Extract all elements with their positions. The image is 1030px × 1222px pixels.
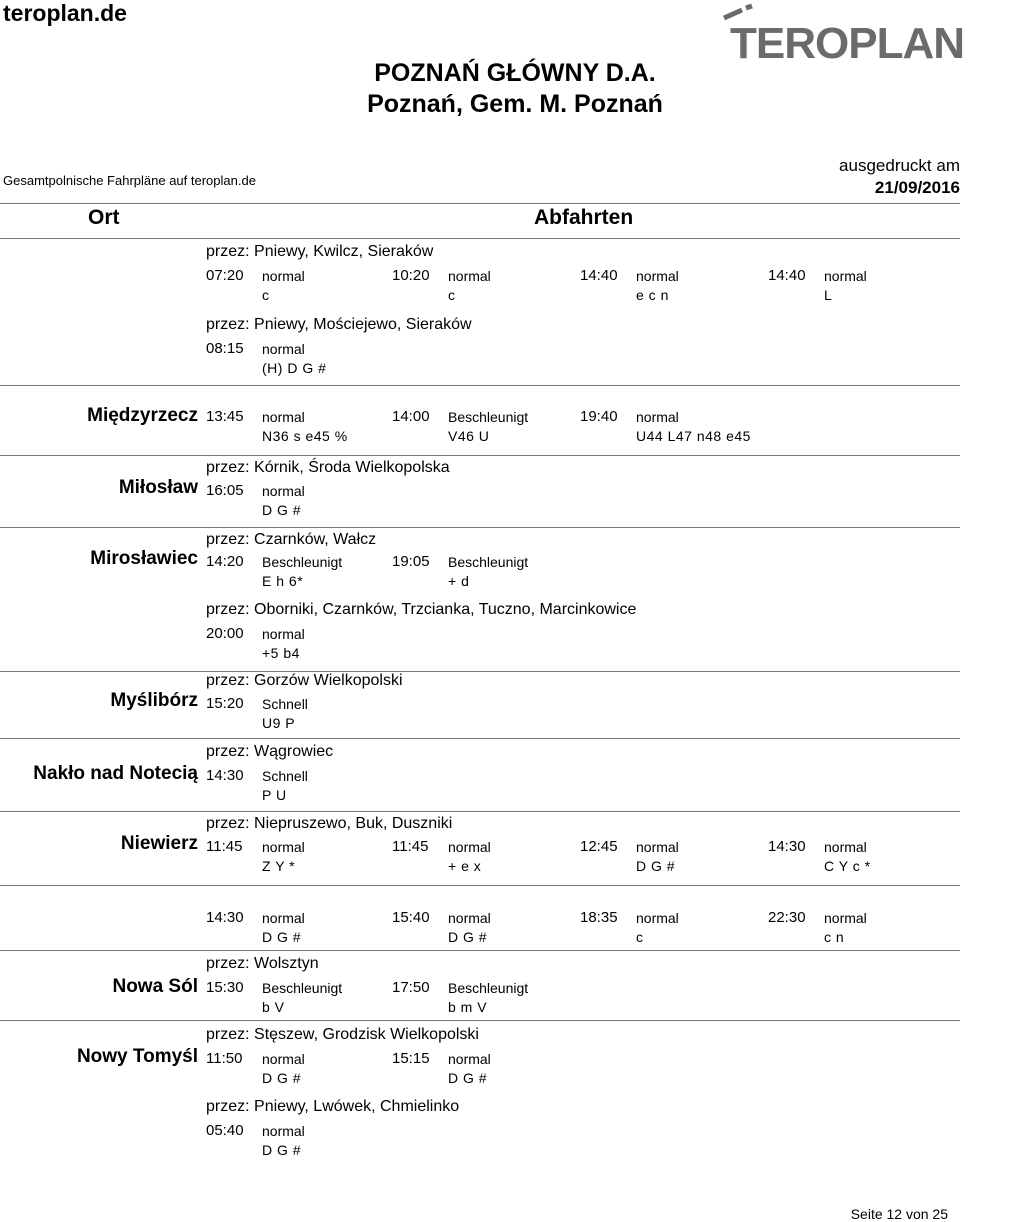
row-divider xyxy=(0,1020,960,1021)
departure-time: 19:05 xyxy=(392,553,430,570)
departure-time: 16:05 xyxy=(206,482,244,499)
departure-time: 05:40 xyxy=(206,1122,244,1139)
departure-time: 10:20 xyxy=(392,267,430,284)
departure-notes: c xyxy=(448,287,456,303)
departure-time: 20:00 xyxy=(206,625,244,642)
column-header-ort: Ort xyxy=(88,206,120,229)
departure-notes: E h 6* xyxy=(262,573,304,589)
printed-date: 21/09/2016 xyxy=(874,178,960,197)
departure-notes: P U xyxy=(262,787,287,803)
train-type: Beschleunigt xyxy=(262,980,343,996)
departure-time: 17:50 xyxy=(392,979,430,996)
route-via: przez: Pniewy, Kwilcz, Sieraków xyxy=(206,243,434,260)
route-via: przez: Wolsztyn xyxy=(206,955,319,972)
row-divider xyxy=(0,950,960,951)
table-header xyxy=(0,203,960,239)
train-type: normal xyxy=(448,839,491,855)
departure-time: 14:30 xyxy=(206,767,244,784)
departure-time: 15:40 xyxy=(392,909,430,926)
departure-notes: (H) D G # xyxy=(262,360,327,376)
departure-notes: e c n xyxy=(636,287,669,303)
departure-notes: C Y c * xyxy=(824,858,871,874)
row-divider xyxy=(0,385,960,386)
train-type: normal xyxy=(824,839,867,855)
train-type: normal xyxy=(636,910,679,926)
train-type: normal xyxy=(448,910,491,926)
route-via: przez: Oborniki, Czarnków, Trzcianka, Tuczno, Marcinkowice xyxy=(206,601,637,618)
printed-label: ausgedruckt am xyxy=(839,156,960,175)
train-type: normal xyxy=(262,341,305,357)
departure-time: 14:40 xyxy=(768,267,806,284)
place-name: Nowy Tomyśl xyxy=(76,1046,198,1067)
train-type: normal xyxy=(448,268,491,284)
train-type: Beschleunigt xyxy=(448,980,529,996)
station-name: POZNAŃ GŁÓWNY D.A. xyxy=(374,59,656,87)
departure-time: 15:15 xyxy=(392,1050,430,1067)
departure-time: 13:45 xyxy=(206,408,244,425)
departure-notes: L xyxy=(824,287,833,303)
train-type: Schnell xyxy=(262,696,308,712)
departure-time: 14:30 xyxy=(206,909,244,926)
departure-time: 07:20 xyxy=(206,267,244,284)
departure-notes: D G # xyxy=(262,502,302,518)
departure-time: 15:30 xyxy=(206,979,244,996)
departure-notes: c xyxy=(636,929,644,945)
departure-notes: D G # xyxy=(448,1070,488,1086)
departure-notes: D G # xyxy=(636,858,676,874)
place-name: Niewierz xyxy=(120,833,198,854)
departure-time: 18:35 xyxy=(580,909,618,926)
departure-notes: V46 U xyxy=(448,428,490,444)
station-location: Poznań, Gem. M. Poznań xyxy=(367,90,663,118)
departure-notes: U44 L47 n48 e45 xyxy=(636,428,751,444)
train-type: normal xyxy=(262,1051,305,1067)
row-divider xyxy=(0,671,960,672)
place-name: Myślibórz xyxy=(110,690,198,711)
departure-notes: b m V xyxy=(448,999,488,1015)
departure-notes: Z Y * xyxy=(262,858,296,874)
route-via: przez: Czarnków, Wałcz xyxy=(206,531,377,548)
train-type: normal xyxy=(262,268,305,284)
train-type: normal xyxy=(262,409,305,425)
departure-notes: N36 s e45 % xyxy=(262,428,348,444)
departure-notes: D G # xyxy=(448,929,488,945)
row-divider xyxy=(0,455,960,456)
departure-time: 11:45 xyxy=(392,838,429,855)
departure-time: 11:45 xyxy=(206,838,243,855)
departure-time: 19:40 xyxy=(580,408,618,425)
train-type: normal xyxy=(824,910,867,926)
route-via: przez: Pniewy, Lwówek, Chmielinko xyxy=(206,1098,460,1115)
subtitle: Gesamtpolnische Fahrpläne auf teroplan.de xyxy=(3,173,256,188)
train-type: normal xyxy=(262,483,305,499)
train-type: normal xyxy=(636,268,679,284)
row-divider xyxy=(0,811,960,812)
departure-notes: + e x xyxy=(448,858,482,874)
departure-notes: c xyxy=(262,287,270,303)
train-type: normal xyxy=(262,910,305,926)
train-type: normal xyxy=(262,839,305,855)
departure-time: 14:40 xyxy=(580,267,618,284)
place-name: Mirosławiec xyxy=(90,548,198,569)
place-name: Nowa Sól xyxy=(112,976,198,997)
column-header-abfahrten: Abfahrten xyxy=(534,206,634,229)
departure-notes: b V xyxy=(262,999,285,1015)
departure-time: 14:30 xyxy=(768,838,806,855)
train-type: normal xyxy=(262,1123,305,1139)
departure-notes: U9 P xyxy=(262,715,296,731)
train-type: normal xyxy=(824,268,867,284)
departure-time: 14:20 xyxy=(206,553,244,570)
departure-time: 22:30 xyxy=(768,909,806,926)
departure-notes: + d xyxy=(448,573,470,589)
train-type: normal xyxy=(448,1051,491,1067)
train-type: Beschleunigt xyxy=(448,554,529,570)
route-via: przez: Niepruszewo, Buk, Duszniki xyxy=(206,815,453,832)
departure-time: 08:15 xyxy=(206,340,244,357)
page-number: Seite 12 von 25 xyxy=(850,1206,948,1222)
site-name: teroplan.de xyxy=(3,0,127,26)
logo-text: TEROPLAN xyxy=(730,19,964,68)
departure-time: 12:45 xyxy=(580,838,618,855)
train-type: normal xyxy=(636,409,679,425)
route-via: przez: Kórnik, Środa Wielkopolska xyxy=(206,459,450,476)
train-type: normal xyxy=(636,839,679,855)
departure-time: 11:50 xyxy=(206,1050,243,1067)
row-divider xyxy=(0,885,960,886)
row-divider xyxy=(0,738,960,739)
departure-time: 15:20 xyxy=(206,695,244,712)
train-type: normal xyxy=(262,626,305,642)
place-name: Nakło nad Notecią xyxy=(33,763,198,784)
departure-notes: +5 b4 xyxy=(262,645,300,661)
departure-notes: D G # xyxy=(262,929,302,945)
departure-notes: c n xyxy=(824,929,845,945)
place-name: Miłosław xyxy=(118,477,198,498)
place-name: Międzyrzecz xyxy=(87,405,198,426)
row-divider xyxy=(0,527,960,528)
route-via: przez: Wągrowiec xyxy=(206,743,334,760)
departure-notes: D G # xyxy=(262,1142,302,1158)
train-type: Beschleunigt xyxy=(262,554,343,570)
departure-notes: D G # xyxy=(262,1070,302,1086)
departure-time: 14:00 xyxy=(392,408,430,425)
route-via: przez: Gorzów Wielkopolski xyxy=(206,672,403,689)
route-via: przez: Pniewy, Mościejewo, Sieraków xyxy=(206,316,472,333)
train-type: Beschleunigt xyxy=(448,409,529,425)
train-type: Schnell xyxy=(262,768,308,784)
route-via: przez: Stęszew, Grodzisk Wielkopolski xyxy=(206,1026,479,1043)
